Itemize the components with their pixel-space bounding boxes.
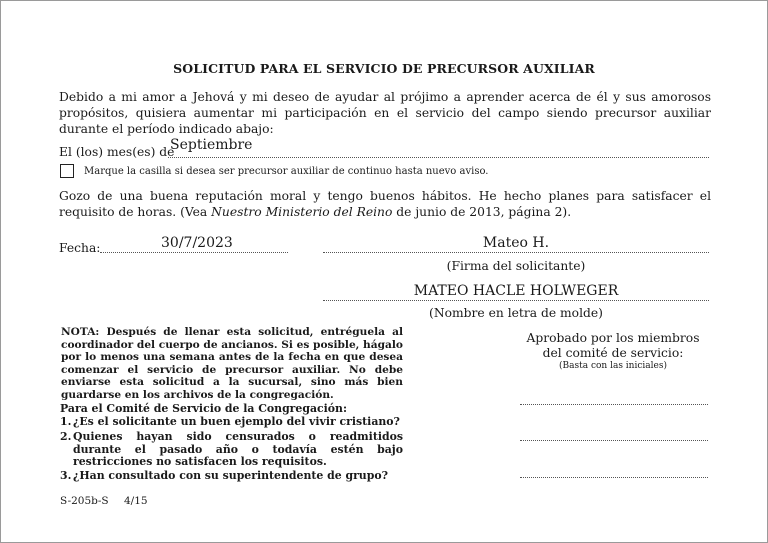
continuous-checkbox[interactable] (60, 164, 74, 178)
approval-heading (513, 331, 713, 361)
form-code: S-205b-S (60, 495, 109, 507)
months-field[interactable]: Septiembre (170, 137, 253, 153)
reputation-italic-title: Nuestro Ministerio del Reino (211, 205, 393, 219)
initials-line-2[interactable] (520, 440, 708, 441)
approval-note: (Basta con las iniciales) (559, 361, 667, 371)
checkbox-label: Marque la casilla si desea ser precursor auxiliar de continuo hasta nuevo aviso. (84, 166, 489, 177)
question-2-text: Quienes hayan sido censurados o readmitidos durante el pasado año o todavía estén bajo restricciones no satisfacen los requisitos. (73, 430, 403, 468)
question-3-text: ¿Han consultado con su superintendente de grupo? (73, 469, 388, 482)
approval-line-2: del comité de servicio: (542, 346, 684, 360)
question-1-text: ¿Es el solicitante un buen ejemplo del vivir cristiano? (73, 415, 400, 428)
printed-name-caption: (Nombre en letra de molde) (429, 306, 603, 320)
printed-name-field[interactable]: MATEO HACLE HOLWEGER (413, 283, 619, 299)
question-1 (60, 416, 405, 429)
months-label: El (los) mes(es) de (59, 145, 175, 159)
note-paragraph: NOTA: Después de llenar esta solicitud, entréguela al coordinador del cuerpo de ancianos. Si es posible, hágalo por lo menos una semana antes de la fecha en que desea comenzar el servicio de precursor auxiliar. No debe enviarse esta solicitud a la sucursal, sino más bien guardarse en los archivos de la congregación. (61, 326, 403, 401)
approval-line-1: Aprobado por los miembros (526, 331, 700, 345)
reputation-text-2: de junio de 2013, página 2). (392, 205, 572, 219)
question-2-number: 2. (60, 430, 72, 443)
initials-line-3[interactable] (520, 477, 708, 478)
committee-heading: Para el Comité de Servicio de la Congregación: (60, 402, 347, 415)
signature-line (323, 252, 709, 253)
reputation-text-1: Gozo de una buena reputación moral y tengo buenos hábitos. He hecho planes para satisfacer el requisito de horas. (Vea (59, 189, 711, 219)
intro-paragraph: Debido a mi amor a Jehová y mi deseo de ayudar al prójimo a aprender acerca de él y sus amorosos propósitos, quisiera aumentar mi participación en el servicio del campo siendo precursor auxiliar durante el período indicado abajo: (59, 90, 711, 136)
months-line (168, 157, 709, 158)
initials-line-1[interactable] (520, 404, 708, 405)
printed-name-line (323, 300, 709, 301)
question-3-number: 3. (60, 469, 72, 482)
question-3 (60, 470, 405, 483)
question-1-number: 1. (60, 415, 72, 428)
form-date: 4/15 (124, 495, 148, 507)
reputation-paragraph (59, 188, 711, 220)
signature-field[interactable]: Mateo H. (482, 235, 550, 251)
signature-caption: (Firma del solicitante) (446, 259, 586, 273)
date-line (100, 252, 288, 253)
question-2 (60, 431, 405, 469)
date-field[interactable]: 30/7/2023 (161, 235, 233, 251)
date-label: Fecha: (59, 241, 101, 255)
form-title: SOLICITUD PARA EL SERVICIO DE PRECURSOR AUXILIAR (173, 61, 595, 76)
